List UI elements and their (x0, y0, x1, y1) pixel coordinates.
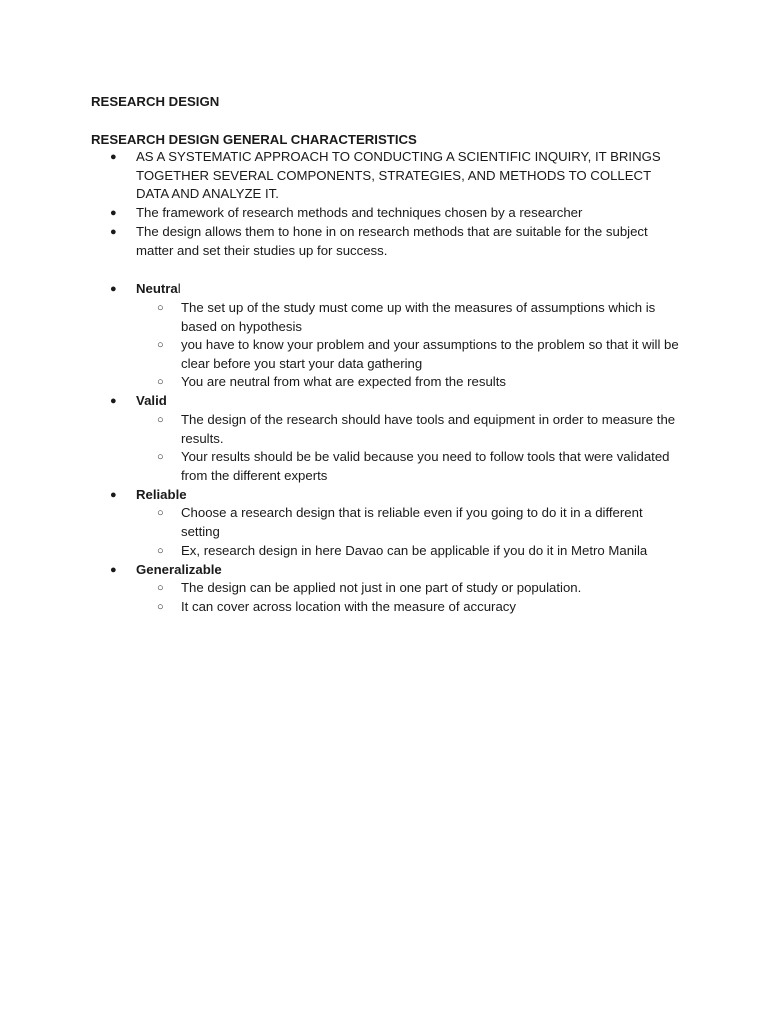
sub-list-item-text: Choose a research design that is reliable even if you going to do it in a different setting (181, 505, 643, 539)
hollow-bullet-icon: ○ (157, 507, 164, 519)
sub-list-item-text: The set up of the study must come up with the measures of assumptions which is based on hypothesis (181, 300, 656, 334)
bullet-icon: ● (110, 226, 117, 238)
bullet-icon: ● (110, 564, 117, 576)
sub-list-item-text: Ex, research design in here Davao can be applicable if you do it in Metro Manila (181, 543, 648, 558)
characteristic-label-rest: l (177, 281, 181, 296)
hollow-bullet-icon: ○ (157, 339, 164, 351)
characteristic-label-bold: Valid (136, 393, 167, 408)
bullet-icon: ● (110, 489, 117, 501)
list-item-text: AS A SYSTEMATIC APPROACH TO CONDUCTING A SCIENTIFIC INQUIRY, IT BRINGS TOGETHER SEVERAL COMPONENTS, STRATEGIES, AND METHODS TO COLLECT DATA AND ANALYZE IT. (136, 149, 661, 202)
characteristic-label-bold: Reliable (136, 487, 187, 502)
bullet-icon: ● (110, 395, 117, 407)
characteristic-label-bold: Neutra (136, 281, 178, 296)
document-title: RESEARCH DESIGN (91, 94, 220, 109)
hollow-bullet-icon: ○ (157, 414, 164, 426)
hollow-bullet-icon: ○ (157, 376, 164, 388)
sub-list-item-text: It can cover across location with the measure of accuracy (181, 599, 516, 614)
list-item-text: The framework of research methods and techniques chosen by a researcher (136, 205, 583, 220)
sub-list-item-text: The design can be applied not just in one part of study or population. (181, 580, 582, 595)
sub-list-item-text: you have to know your problem and your assumptions to the problem so that it will be clear before you start your data gathering (181, 337, 679, 371)
section-heading: RESEARCH DESIGN GENERAL CHARACTERISTICS (91, 132, 417, 147)
list-item-text: The design allows them to hone in on research methods that are suitable for the subject matter and set their studies up for success. (136, 224, 648, 258)
hollow-bullet-icon: ○ (157, 601, 164, 613)
characteristic-label-bold: Generalizable (136, 562, 222, 577)
sub-list-item-text: The design of the research should have tools and equipment in order to measure the results. (181, 412, 676, 446)
characteristic-label (136, 280, 681, 299)
sub-list-item-text: You are neutral from what are expected from the results (181, 374, 506, 389)
characteristic-label (136, 561, 681, 580)
hollow-bullet-icon: ○ (157, 582, 164, 594)
characteristic-label (136, 392, 681, 411)
characteristic-label (136, 486, 681, 505)
hollow-bullet-icon: ○ (157, 545, 164, 557)
bullet-icon: ● (110, 207, 117, 219)
bullet-icon: ● (110, 283, 117, 295)
hollow-bullet-icon: ○ (157, 302, 164, 314)
bullet-icon: ● (110, 151, 117, 163)
hollow-bullet-icon: ○ (157, 451, 164, 463)
sub-list-item-text: Your results should be be valid because you need to follow tools that were validated from the different experts (181, 449, 670, 483)
